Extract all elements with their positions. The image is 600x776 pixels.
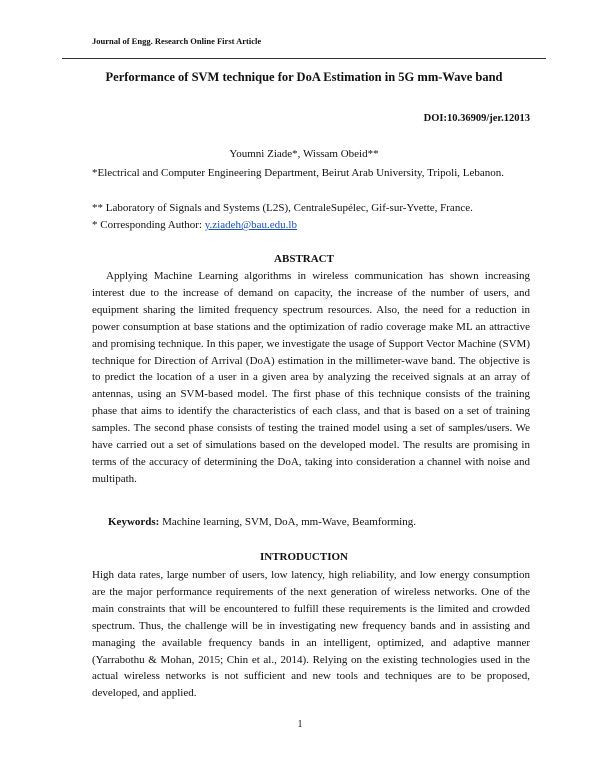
- doi: DOI:10.36909/jer.12013: [423, 113, 530, 124]
- introduction-heading: INTRODUCTION: [259, 551, 348, 563]
- abstract-text: Applying Machine Learning algorithms in wireless communication has shown increasing interest due to the increase of demand on capacity, the increase of the number of users, and equipment sharing the limited frequency spectrum resources. Also, the need for a reduction in power consumption at base stations and the optimization of radio coverage make ML an attractive and promising technique. In this paper, we investigate the usage of Support Vector Machine (SVM) technique for Direction of Arrival (DoA) estimation in the millimeter-wave band. The objective is to predict the location of a user in a given area by analyzing the received signals at an array of antennas, using an SVM-based model. The first phase of this technique consists of the training phase that aims to identify the characteristics of each class, and that is based on a set of training samples. The second phase consists of testing the trained model using a set of samples/users. We have carried out a set of simulations based on the developed model. The results are promising in terms of the accuracy of determining the DoA, taking into consideration a channel with noise and multipath.: [92, 270, 530, 485]
- header-rule: [62, 58, 546, 59]
- keywords-label: Keywords:: [108, 516, 160, 528]
- affiliation-1: *Electrical and Computer Engineering Department, Beirut Arab University, Tripoli, Lebanon.: [92, 167, 504, 179]
- keywords: [108, 516, 416, 528]
- corresponding-label: * Corresponding Author:: [92, 219, 205, 231]
- corresponding-email-link[interactable]: y.ziadeh@bau.edu.lb: [204, 219, 297, 231]
- authors: Youmni Ziade*, Wissam Obeid**: [229, 148, 379, 160]
- paper-title: Performance of SVM technique for DoA Estimation in 5G mm-Wave band: [105, 70, 503, 84]
- abstract-heading: ABSTRACT: [274, 253, 334, 265]
- corresponding-author: [92, 217, 527, 234]
- page-number: 1: [297, 719, 303, 730]
- affiliation-2: ** Laboratory of Signals and Systems (L2S), CentraleSupélec, Gif-sur-Yvette, France.: [92, 202, 473, 214]
- journal-header: Journal of Engg. Research Online First Article: [92, 36, 262, 46]
- keywords-list: Machine learning, SVM, DoA, mm-Wave, Beamforming.: [159, 516, 416, 528]
- introduction-text: High data rates, large number of users, low latency, high reliability, and low energy consumption are the major performance requirements of the next generation of wireless networks. One of the main constraints that will be encountered to fulfill these requirements is the limited and crowded spectrum. Thus, the challenge will be in investigating new frequency bands and in assisting and managing the available frequency bands in an intelligent, optimized, and adaptive manner (Yarrabothu & Mohan, 2015; Chin et al., 2014). Relying on the existing technologies used in the actual wireless networks is not sufficient and new tools and techniques are to be proposed, developed, and applied.: [92, 569, 530, 700]
